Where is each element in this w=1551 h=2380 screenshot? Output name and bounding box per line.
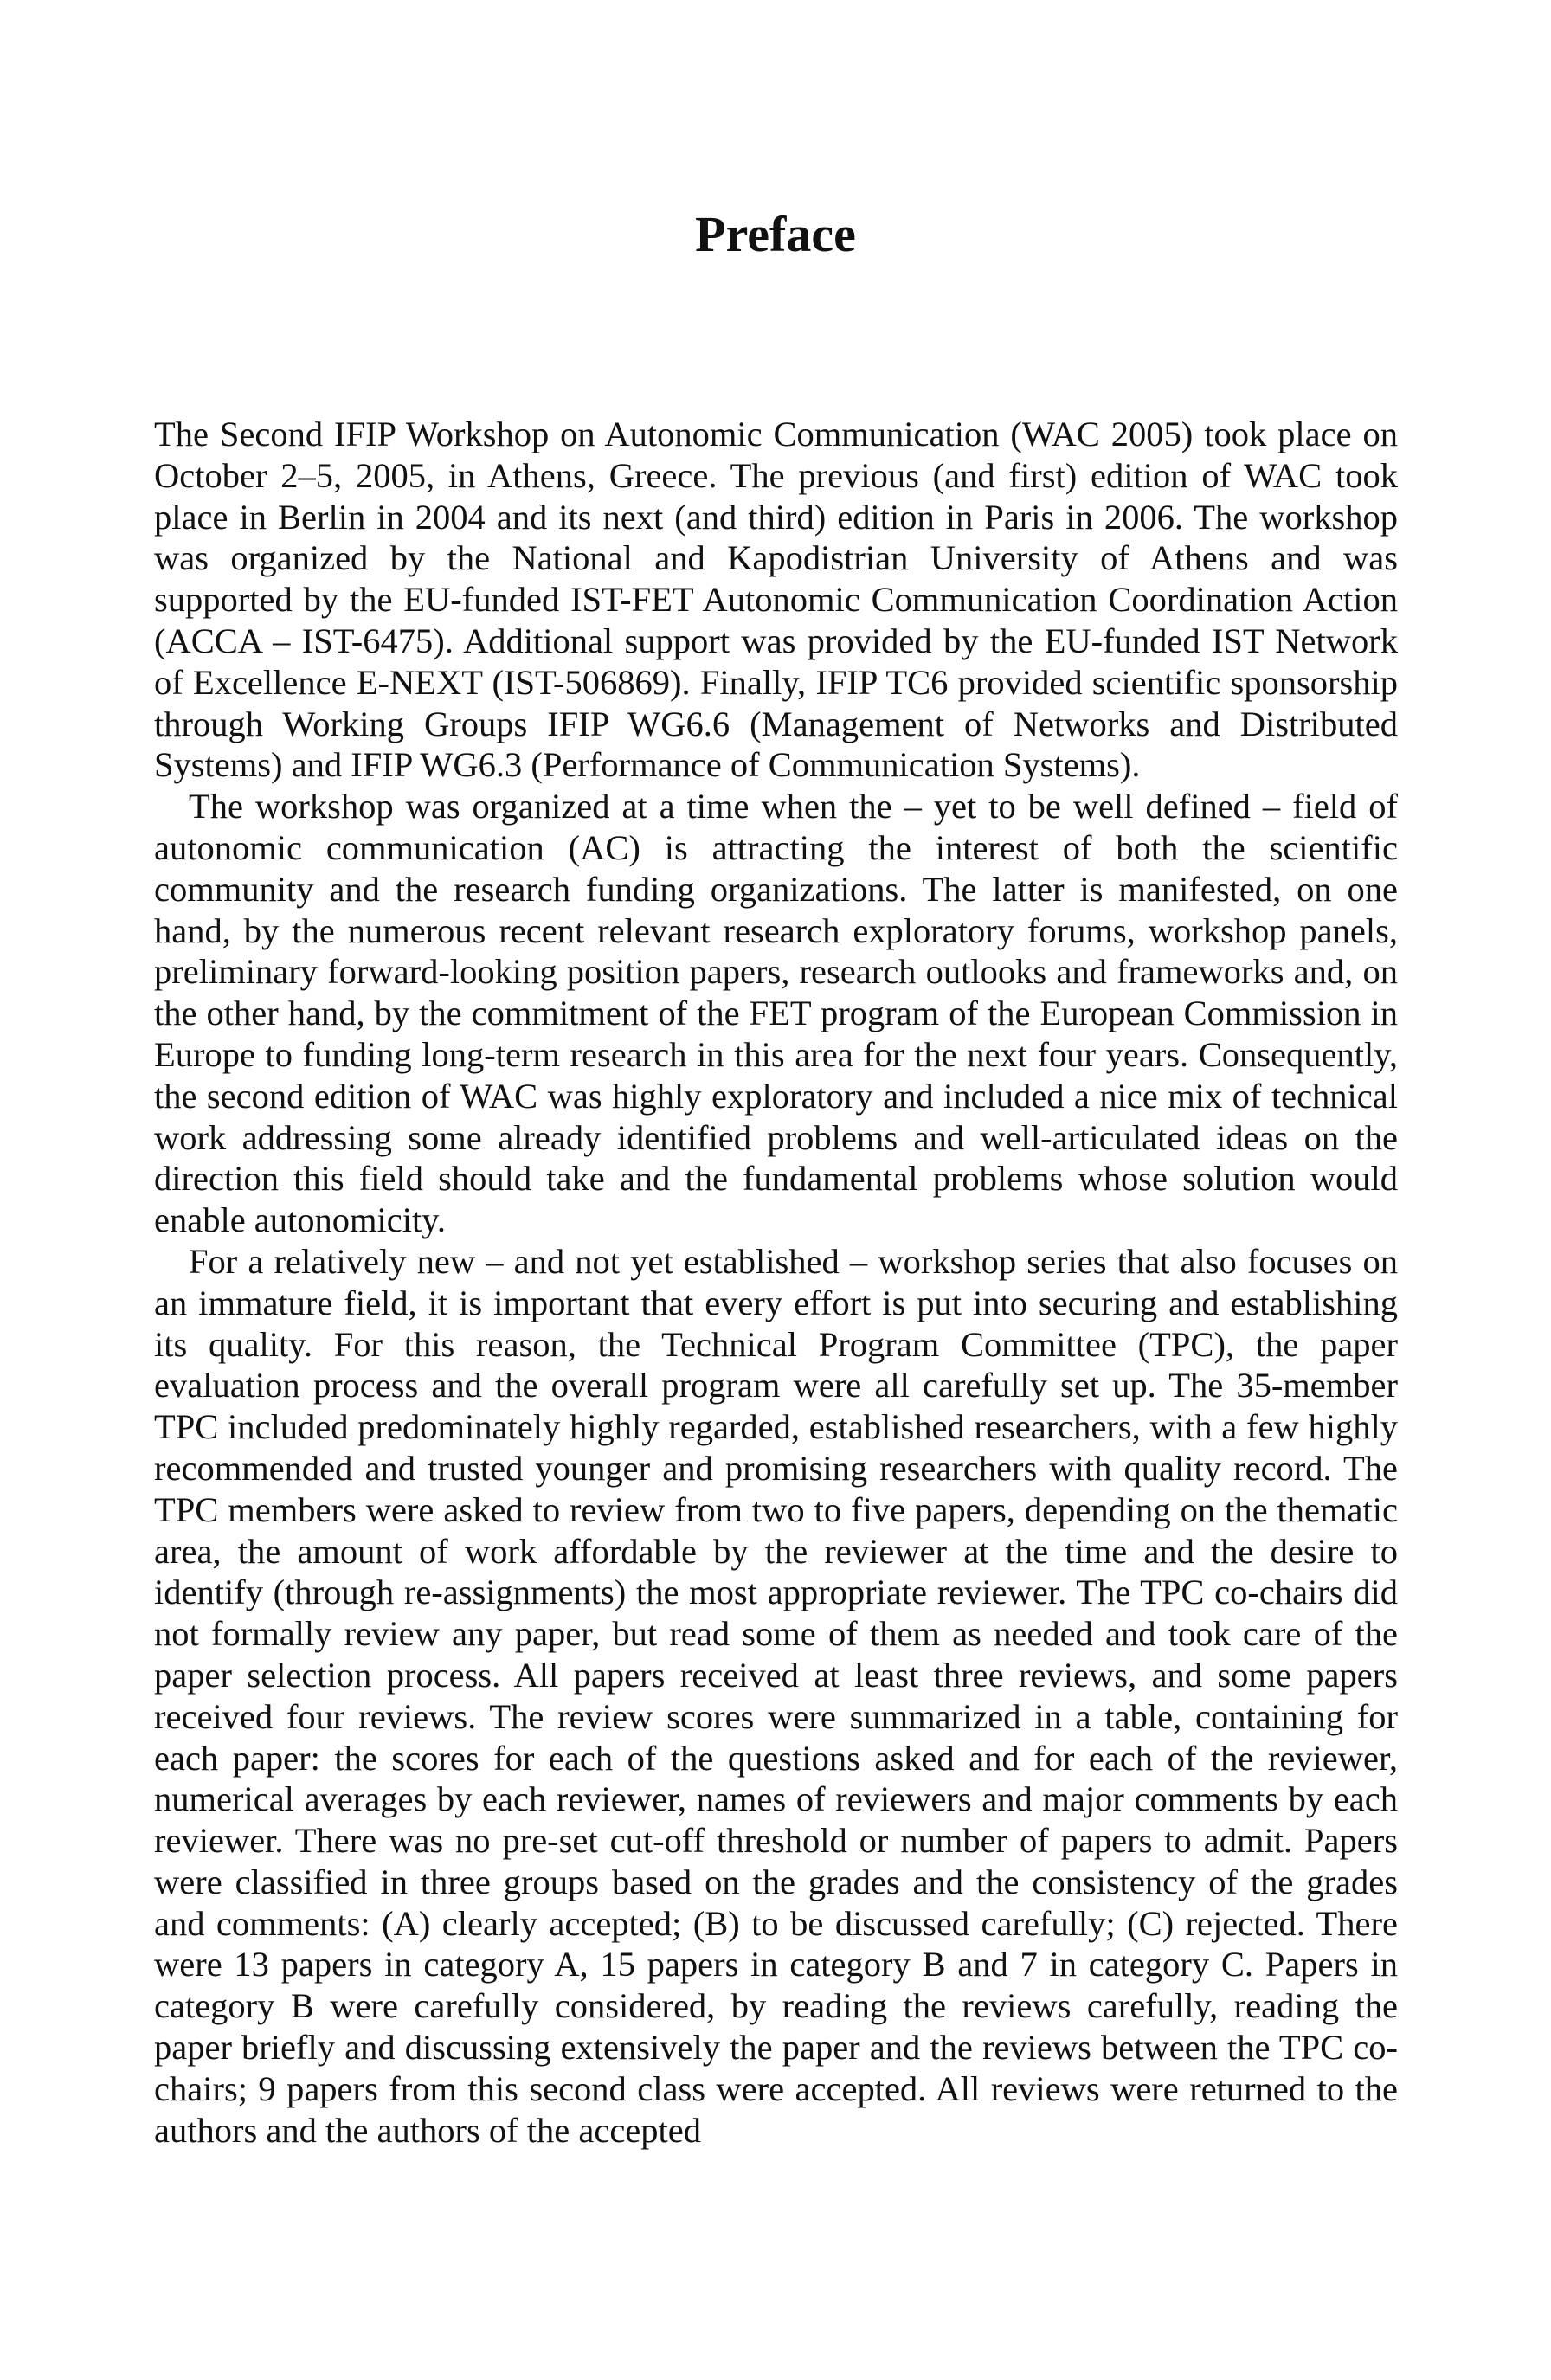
page-title: Preface	[695, 206, 856, 262]
body-text	[154, 414, 1398, 2151]
paragraph-2: The workshop was organized at a time when the – yet to be well defined – field of autonomic communication (AC) is attracting the interest of both the scientific community and the research funding organizations. The latter is manifested, on one hand, by the numerous recent relevant research exploratory forums, workshop panels, preliminary forward-looking position papers, research outlooks and frameworks and, on the other hand, by the commitment of the FET program of the European Commission in Europe to funding long-term research in this area for the next four years. Consequently, the second edition of WAC was highly exploratory and included a nice mix of technical work addressing some already identified problems and well-articulated ideas on the direction this field should take and the fundamental problems whose solution would enable autonomicity.	[154, 787, 1398, 1240]
paragraph-3: For a relatively new – and not yet established – workshop series that also focuses on an immature field, it is important that every effort is put into securing and establishing its quality. For this reason, the Technical Program Committee (TPC), the paper evaluation process and the overall program were all carefully set up. The 35-member TPC included predominately highly regarded, established researchers, with a few highly recommended and trusted younger and promising researchers with quality record. The TPC members were asked to review from two to five papers, depending on the thematic area, the amount of work affordable by the reviewer at the time and the desire to identify (through re-assignments) the most appropriate reviewer. The TPC co-chairs did not formally review any paper, but read some of them as needed and took care of the paper selection process. All papers received at least three reviews, and some papers received four reviews. The review scores were summarized in a table, containing for each paper: the scores for each of the questions asked and for each of the reviewer, numerical averages by each reviewer, names of reviewers and major comments by each reviewer. There was no pre-set cut-off threshold or number of papers to admit. Papers were classified in three groups based on the grades and the consistency of the grades and comments: (A) clearly accepted; (B) to be discussed carefully; (C) rejected. There were 13 papers in category A, 15 papers in category B and 7 in category C. Papers in category B were carefully considered, by reading the reviews carefully, reading the paper briefly and discussing extensively the paper and the reviews between the TPC co-chairs; 9 papers from this second class were accepted. All reviews were returned to the authors and the authors of the accepted	[154, 1241, 1398, 2150]
paragraph-1: The Second IFIP Workshop on Autonomic Communication (WAC 2005) took place on October 2–5, 2005, in Athens, Greece. The previous (and first) edition of WAC took place in Berlin in 2004 and its next (and third) edition in Paris in 2006. The workshop was organized by the National and Kapodistrian University of Athens and was supported by the EU-funded IST-FET Autonomic Communication Coordination Action (ACCA – IST-6475). Additional support was provided by the EU-funded IST Network of Excellence E-NEXT (IST-506869). Finally, IFIP TC6 provided scientific sponsorship through Working Groups IFIP WG6.6 (Management of Networks and Distributed Systems) and IFIP WG6.3 (Performance of Communication Systems).	[154, 415, 1398, 785]
